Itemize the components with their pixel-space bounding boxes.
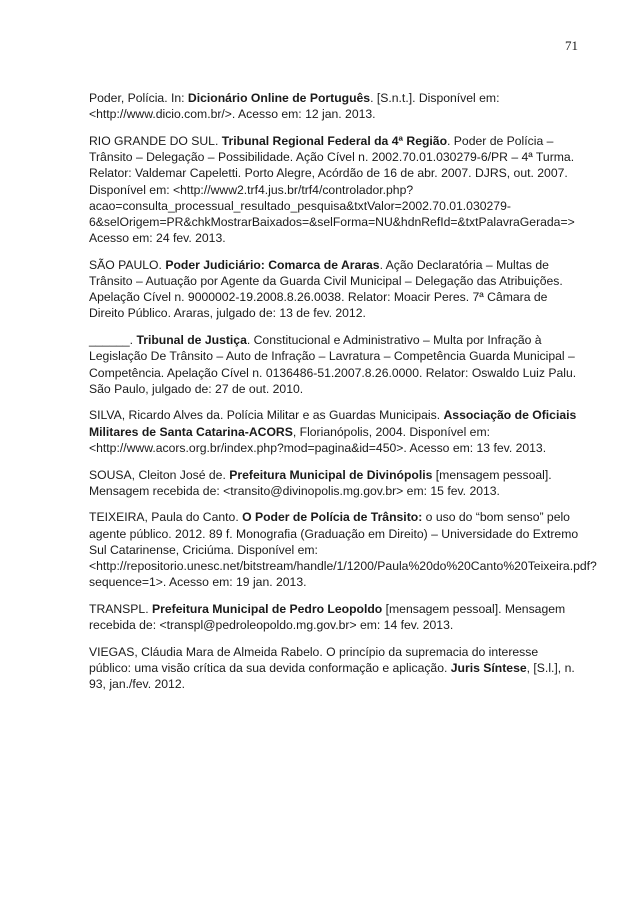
reference-text: . [S.n.t.]. Disponível em: <http://www.dicio.com.br/>. Acesso em: 12 jan. 2013. <box>89 91 500 122</box>
reference-text: o uso do “bom senso” pelo agente público. 2012. 89 f. Monografia (Graduação em Direito) – Universidade do Extremo Sul Catarinense, Criciúma. Disponível em: <http://repositorio.unesc.net/bitstream/handle/1/1200/Paula%20do%20Canto%20Teixeira.pdf?sequence=1>. Acesso em: 19 jan. 2013. <box>89 510 597 590</box>
reference-entry <box>89 407 583 456</box>
reference-entry <box>89 332 583 397</box>
reference-text: . Ação Declaratória – Multas de Trânsito – Autuação por Agente da Guarda Civil Municipal – Delegação das Atribuições. Apelação Cível n. 9000002-19.2008.8.26.0038. Relator: Moacir Peres. 7ª Câmara de Direito Público. Araras, julgado de: 13 de fev. 2012. <box>89 257 563 321</box>
reference-text: SILVA, Ricardo Alves da. Polícia Militar e as Guardas Municipais. <box>89 408 444 423</box>
reference-entry <box>89 90 583 122</box>
reference-text: , [S.l.], n. 93, jan./fev. 2012. <box>89 661 575 692</box>
reference-text: TRANSPL. <box>89 601 152 616</box>
reference-entry <box>89 509 597 590</box>
reference-entry <box>89 601 583 633</box>
reference-text: . Poder de Polícia – Trânsito – Delegação – Possibilidade. Ação Cível n. 2002.70.01.030279-6/PR – 4ª Turma. Relator: Valdemar Capeletti. Porto Alegre, Acórdão de 16 de abr. 2007. DJRS, out. 2007. Disponível em: <http://www2.trf4.jus.br/trf4/controlador.php?acao=consulta_processual_resultado_pesquisa&txtValor=2002.70.01.030279-6&selOrigem=PR&chkMostrarBaixados=&selForma=NU&hdnRefId=&txtPalavraGerada=> Acesso em: 24 fev. 2013. <box>89 133 575 246</box>
reference-title: Associação de Oficiais Militares de Santa Catarina-ACORS <box>89 408 577 439</box>
reference-text: VIEGAS, Cláudia Mara de Almeida Rabelo. O princípio da supremacia do interesse público: uma visão crítica da sua devida conformação e aplicação. <box>89 644 539 676</box>
reference-title: Poder Judiciário: Comarca de Araras <box>165 257 380 272</box>
reference-title: Juris Síntese <box>450 661 527 676</box>
reference-text: . Constitucional e Administrativo – Multa por Infração à Legislação De Trânsito – Auto de Infração – Lavratura – Competência Guarda Municipal – Competência. Apelação Cível n. 0136486-51.2007.8.26.0000. Relator: Oswaldo Luiz Palu. São Paulo, julgado de: 27 de out. 2010. <box>89 333 577 396</box>
reference-entry <box>89 644 583 693</box>
reference-text: SOUSA, Cleiton José de. <box>89 467 230 482</box>
reference-text: [mensagem pessoal]. Mensagem recebida de: <transpl@pedroleopoldo.mg.gov.br> em: 14 fev. 2013. <box>89 601 566 633</box>
reference-text: [mensagem pessoal]. Mensagem recebida de: <transito@divinopolis.mg.gov.br> em: 15 fev. 2013. <box>89 467 552 498</box>
page-number: 71 <box>565 38 578 53</box>
reference-entry <box>89 467 583 499</box>
reference-text: SÃO PAULO. <box>89 257 166 272</box>
reference-entry <box>89 133 583 246</box>
reference-text: RIO GRANDE DO SUL. <box>89 133 222 148</box>
reference-title: Dicionário Online de Português <box>187 91 371 105</box>
reference-text: , Florianópolis, 2004. Disponível em: <http://www.acors.org.br/index.php?mod=pagina&id=450>. Acesso em: 13 fev. 2013. <box>89 424 547 455</box>
reference-text: TEIXEIRA, Paula do Canto. <box>89 510 243 525</box>
reference-title: Tribunal Regional Federal da 4ª Região <box>221 133 448 148</box>
reference-title: Prefeitura Municipal de Pedro Leopoldo <box>152 601 383 616</box>
reference-list <box>89 90 597 703</box>
reference-entry <box>89 257 583 322</box>
reference-text: ______. <box>89 333 137 348</box>
reference-title: Tribunal de Justiça <box>136 333 247 348</box>
reference-title: O Poder de Polícia de Trânsito: <box>242 510 423 525</box>
reference-text: Poder, Polícia. In: <box>89 91 188 105</box>
reference-title: Prefeitura Municipal de Divinópolis <box>229 467 433 482</box>
